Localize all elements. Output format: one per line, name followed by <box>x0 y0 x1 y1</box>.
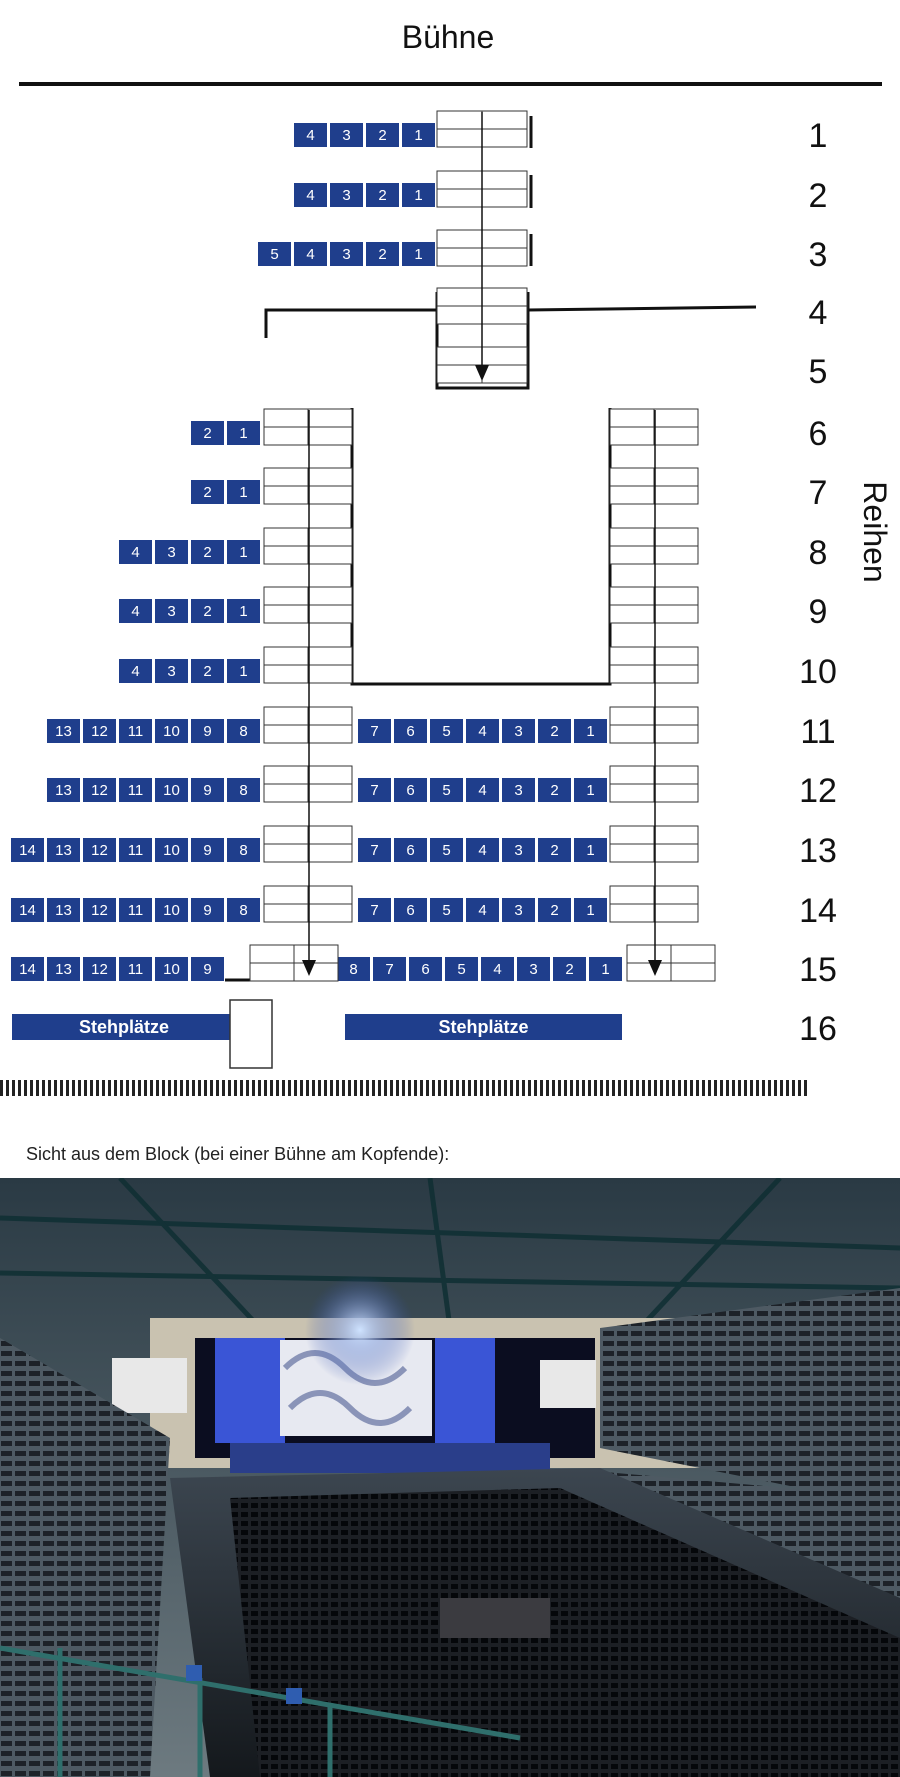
aisle-box <box>308 826 352 844</box>
seat-number: 2 <box>203 603 212 620</box>
row-number: 4 <box>808 294 828 332</box>
seat-number: 12 <box>91 723 108 740</box>
row-number: 10 <box>799 653 837 691</box>
row-number: 7 <box>808 474 828 512</box>
seat-number: 1 <box>586 842 595 859</box>
aisle-box <box>654 784 698 802</box>
aisle-box <box>437 306 482 324</box>
aisle-box <box>264 486 308 504</box>
row-number: 1 <box>808 117 828 155</box>
seat-number: 1 <box>239 484 248 501</box>
seat-number: 6 <box>406 782 415 799</box>
aisle-box <box>264 826 308 844</box>
seat-number: 5 <box>442 902 451 919</box>
aisle-box <box>654 427 698 445</box>
seat-number: 7 <box>370 782 379 799</box>
seat-number: 13 <box>55 723 72 740</box>
aisle-box <box>308 904 352 922</box>
seat-number: 3 <box>529 961 538 978</box>
seat-number: 1 <box>586 782 595 799</box>
aisle-box <box>264 546 308 564</box>
seat-number: 4 <box>306 187 315 204</box>
aisle-box <box>308 844 352 862</box>
row-number: 5 <box>808 353 828 391</box>
seat-number: 3 <box>342 187 351 204</box>
aisle-box <box>264 665 308 683</box>
aisle-box <box>610 665 654 683</box>
seat-number: 3 <box>514 842 523 859</box>
seat-number: 6 <box>406 842 415 859</box>
aisle-box <box>308 647 352 665</box>
aisle-box <box>264 844 308 862</box>
seat-number: 4 <box>478 842 487 859</box>
seat-number: 5 <box>442 842 451 859</box>
seat-number: 10 <box>163 902 180 919</box>
aisle-box <box>654 486 698 504</box>
aisle-box <box>654 886 698 904</box>
aisle-box <box>654 605 698 623</box>
aisle-box <box>654 707 698 725</box>
aisle-box <box>610 409 654 427</box>
aisle-box <box>437 111 482 129</box>
aisle-box <box>264 904 308 922</box>
aisle-box <box>264 707 308 725</box>
seat-number: 1 <box>586 902 595 919</box>
seat-number: 10 <box>163 782 180 799</box>
aisle-box <box>610 468 654 486</box>
photo-caption: Sicht aus dem Block (bei einer Bühne am Kopfende): <box>26 1144 450 1164</box>
row-number: 11 <box>800 713 836 751</box>
seat-number: 1 <box>601 961 610 978</box>
seat-number: 11 <box>127 842 144 859</box>
aisle-box <box>308 605 352 623</box>
aisle-box <box>264 587 308 605</box>
aisle-box <box>308 528 352 546</box>
seat-number: 3 <box>167 603 176 620</box>
aisle-box <box>264 528 308 546</box>
seat-number: 1 <box>414 127 423 144</box>
seat-number: 2 <box>203 484 212 501</box>
seat-number: 1 <box>239 425 248 442</box>
aisle-box <box>308 707 352 725</box>
standing-area-label: Stehplätze <box>438 1017 529 1037</box>
seat-number: 7 <box>370 902 379 919</box>
rows-axis-label: Reihen <box>857 481 893 583</box>
seat-number: 4 <box>478 723 487 740</box>
seat-number: 2 <box>378 127 387 144</box>
aisle-box <box>671 963 715 981</box>
aisle-box <box>308 587 352 605</box>
aisle-box <box>250 963 294 981</box>
row-number: 16 <box>799 1010 837 1048</box>
row-number: 2 <box>808 177 828 215</box>
seat-number: 4 <box>493 961 502 978</box>
seat-number: 5 <box>270 246 279 263</box>
seat-number: 14 <box>19 961 36 978</box>
aisle-box <box>264 725 308 743</box>
aisle-box <box>482 365 527 383</box>
aisle-box <box>308 725 352 743</box>
standing-area-label: Stehplätze <box>78 1017 170 1037</box>
seat-number: 4 <box>131 603 140 620</box>
aisle-box <box>610 546 654 564</box>
aisle-box <box>308 486 352 504</box>
seat-number: 7 <box>385 961 394 978</box>
seat-number: 3 <box>514 782 523 799</box>
seat-number: 7 <box>370 842 379 859</box>
seat-number: 5 <box>457 961 466 978</box>
row-number: 6 <box>808 415 828 453</box>
seat-number: 8 <box>239 723 248 740</box>
aisle-box <box>437 230 482 248</box>
seat-number: 3 <box>342 127 351 144</box>
seat-number: 8 <box>239 902 248 919</box>
aisle-box <box>264 784 308 802</box>
aisle-box <box>627 963 671 981</box>
seat-number: 2 <box>565 961 574 978</box>
aisle-box <box>308 427 352 445</box>
aisle-box <box>610 647 654 665</box>
aisle-box <box>482 230 527 248</box>
aisle-box <box>308 468 352 486</box>
aisle-box <box>654 725 698 743</box>
seat-number: 1 <box>239 544 248 561</box>
seat-number: 8 <box>349 961 358 978</box>
row-number: 14 <box>799 892 837 930</box>
seat-number: 4 <box>306 246 315 263</box>
aisle-box <box>482 189 527 207</box>
aisle-box <box>308 546 352 564</box>
aisle-box <box>482 347 527 365</box>
seat-number: 3 <box>514 902 523 919</box>
seat-number: 14 <box>19 842 36 859</box>
seat-number: 11 <box>127 723 144 740</box>
aisle-box <box>482 171 527 189</box>
seat-number: 2 <box>378 246 387 263</box>
aisle-box <box>437 288 482 306</box>
aisle-box <box>654 766 698 784</box>
aisle-box <box>294 963 338 981</box>
seat-number: 12 <box>91 782 108 799</box>
aisle-box <box>264 605 308 623</box>
aisle-box <box>482 111 527 129</box>
aisle-box <box>654 904 698 922</box>
aisle-box <box>250 945 294 963</box>
aisle-box <box>308 784 352 802</box>
row-number: 9 <box>808 593 828 631</box>
aisle-box <box>308 409 352 427</box>
aisle-box <box>654 546 698 564</box>
seat-number: 2 <box>550 902 559 919</box>
row-number: 15 <box>799 951 837 989</box>
aisle-box <box>610 427 654 445</box>
aisle-box <box>294 945 338 963</box>
aisle-box <box>264 468 308 486</box>
stage-label: Bühne <box>401 19 495 55</box>
seat-number: 2 <box>203 544 212 561</box>
seat-number: 12 <box>91 902 108 919</box>
seat-number: 10 <box>163 842 180 859</box>
aisle-box <box>437 129 482 147</box>
row-number: 12 <box>799 772 837 810</box>
standing-aisle-box <box>230 1000 272 1068</box>
aisle-box <box>654 528 698 546</box>
aisle-box <box>482 248 527 266</box>
aisle-box <box>308 886 352 904</box>
aisle-box <box>671 945 715 963</box>
seat-number: 7 <box>370 723 379 740</box>
aisle-box <box>654 468 698 486</box>
seat-number: 13 <box>55 961 72 978</box>
aisle-box <box>264 766 308 784</box>
seat-number: 2 <box>550 723 559 740</box>
seat-number: 4 <box>478 902 487 919</box>
seat-number: 9 <box>203 782 212 799</box>
seat-number: 4 <box>131 663 140 680</box>
seat-number: 4 <box>306 127 315 144</box>
aisle-box <box>654 587 698 605</box>
seat-number: 3 <box>342 246 351 263</box>
aisle-box <box>610 844 654 862</box>
seat-number: 4 <box>131 544 140 561</box>
seat-number: 11 <box>127 961 144 978</box>
aisle-box <box>264 647 308 665</box>
seat-number: 1 <box>414 187 423 204</box>
aisle-box <box>610 528 654 546</box>
seat-number: 2 <box>550 782 559 799</box>
aisle-box <box>654 665 698 683</box>
seat-number: 2 <box>203 425 212 442</box>
aisle-box <box>437 189 482 207</box>
seat-number: 10 <box>163 961 180 978</box>
seat-number: 12 <box>91 961 108 978</box>
seat-number: 1 <box>239 603 248 620</box>
aisle-box <box>482 306 527 324</box>
aisle-box <box>610 725 654 743</box>
seat-number: 3 <box>167 663 176 680</box>
seat-number: 13 <box>55 902 72 919</box>
seat-number: 9 <box>203 842 212 859</box>
aisle-box <box>610 826 654 844</box>
row-number: 13 <box>799 832 837 870</box>
seat-number: 14 <box>19 902 36 919</box>
seat-number: 3 <box>167 544 176 561</box>
seat-number: 1 <box>239 663 248 680</box>
section-separator <box>0 1080 810 1096</box>
aisle-box <box>610 904 654 922</box>
seat-number: 5 <box>442 782 451 799</box>
aisle-box <box>610 486 654 504</box>
aisle-box <box>610 587 654 605</box>
aisle-box <box>308 665 352 683</box>
aisle-box <box>437 248 482 266</box>
aisle-box <box>482 288 527 306</box>
aisle-box <box>264 409 308 427</box>
aisle-box <box>437 365 482 383</box>
seat-number: 3 <box>514 723 523 740</box>
aisle-box <box>654 826 698 844</box>
seat-number: 2 <box>203 663 212 680</box>
seat-number: 11 <box>127 782 144 799</box>
seat-number: 2 <box>550 842 559 859</box>
seat-number: 12 <box>91 842 108 859</box>
aisle-box <box>610 707 654 725</box>
aisle-box <box>264 886 308 904</box>
aisle-box <box>482 129 527 147</box>
seat-number: 2 <box>378 187 387 204</box>
seat-number: 4 <box>478 782 487 799</box>
seat-number: 6 <box>421 961 430 978</box>
seat-number: 11 <box>127 902 144 919</box>
seat-number: 1 <box>414 246 423 263</box>
seat-number: 8 <box>239 842 248 859</box>
seat-number: 5 <box>442 723 451 740</box>
aisle-box <box>437 347 482 365</box>
aisle-box <box>610 766 654 784</box>
seat-number: 9 <box>203 902 212 919</box>
row-number: 3 <box>808 236 828 274</box>
aisle-box <box>610 605 654 623</box>
aisle-box <box>654 409 698 427</box>
seat-number: 13 <box>55 842 72 859</box>
seat-number: 6 <box>406 723 415 740</box>
seat-number: 1 <box>586 723 595 740</box>
seat-number: 6 <box>406 902 415 919</box>
aisle-box <box>610 886 654 904</box>
seat-number: 8 <box>239 782 248 799</box>
aisle-box <box>264 427 308 445</box>
seat-number: 10 <box>163 723 180 740</box>
arena-photo <box>0 1178 900 1777</box>
aisle-box <box>308 766 352 784</box>
aisle-box <box>437 171 482 189</box>
seat-number: 9 <box>203 723 212 740</box>
row-number: 8 <box>808 534 828 572</box>
aisle-box <box>654 844 698 862</box>
seat-number: 13 <box>55 782 72 799</box>
seat-number: 9 <box>203 961 212 978</box>
aisle-box <box>610 784 654 802</box>
aisle-box <box>654 647 698 665</box>
